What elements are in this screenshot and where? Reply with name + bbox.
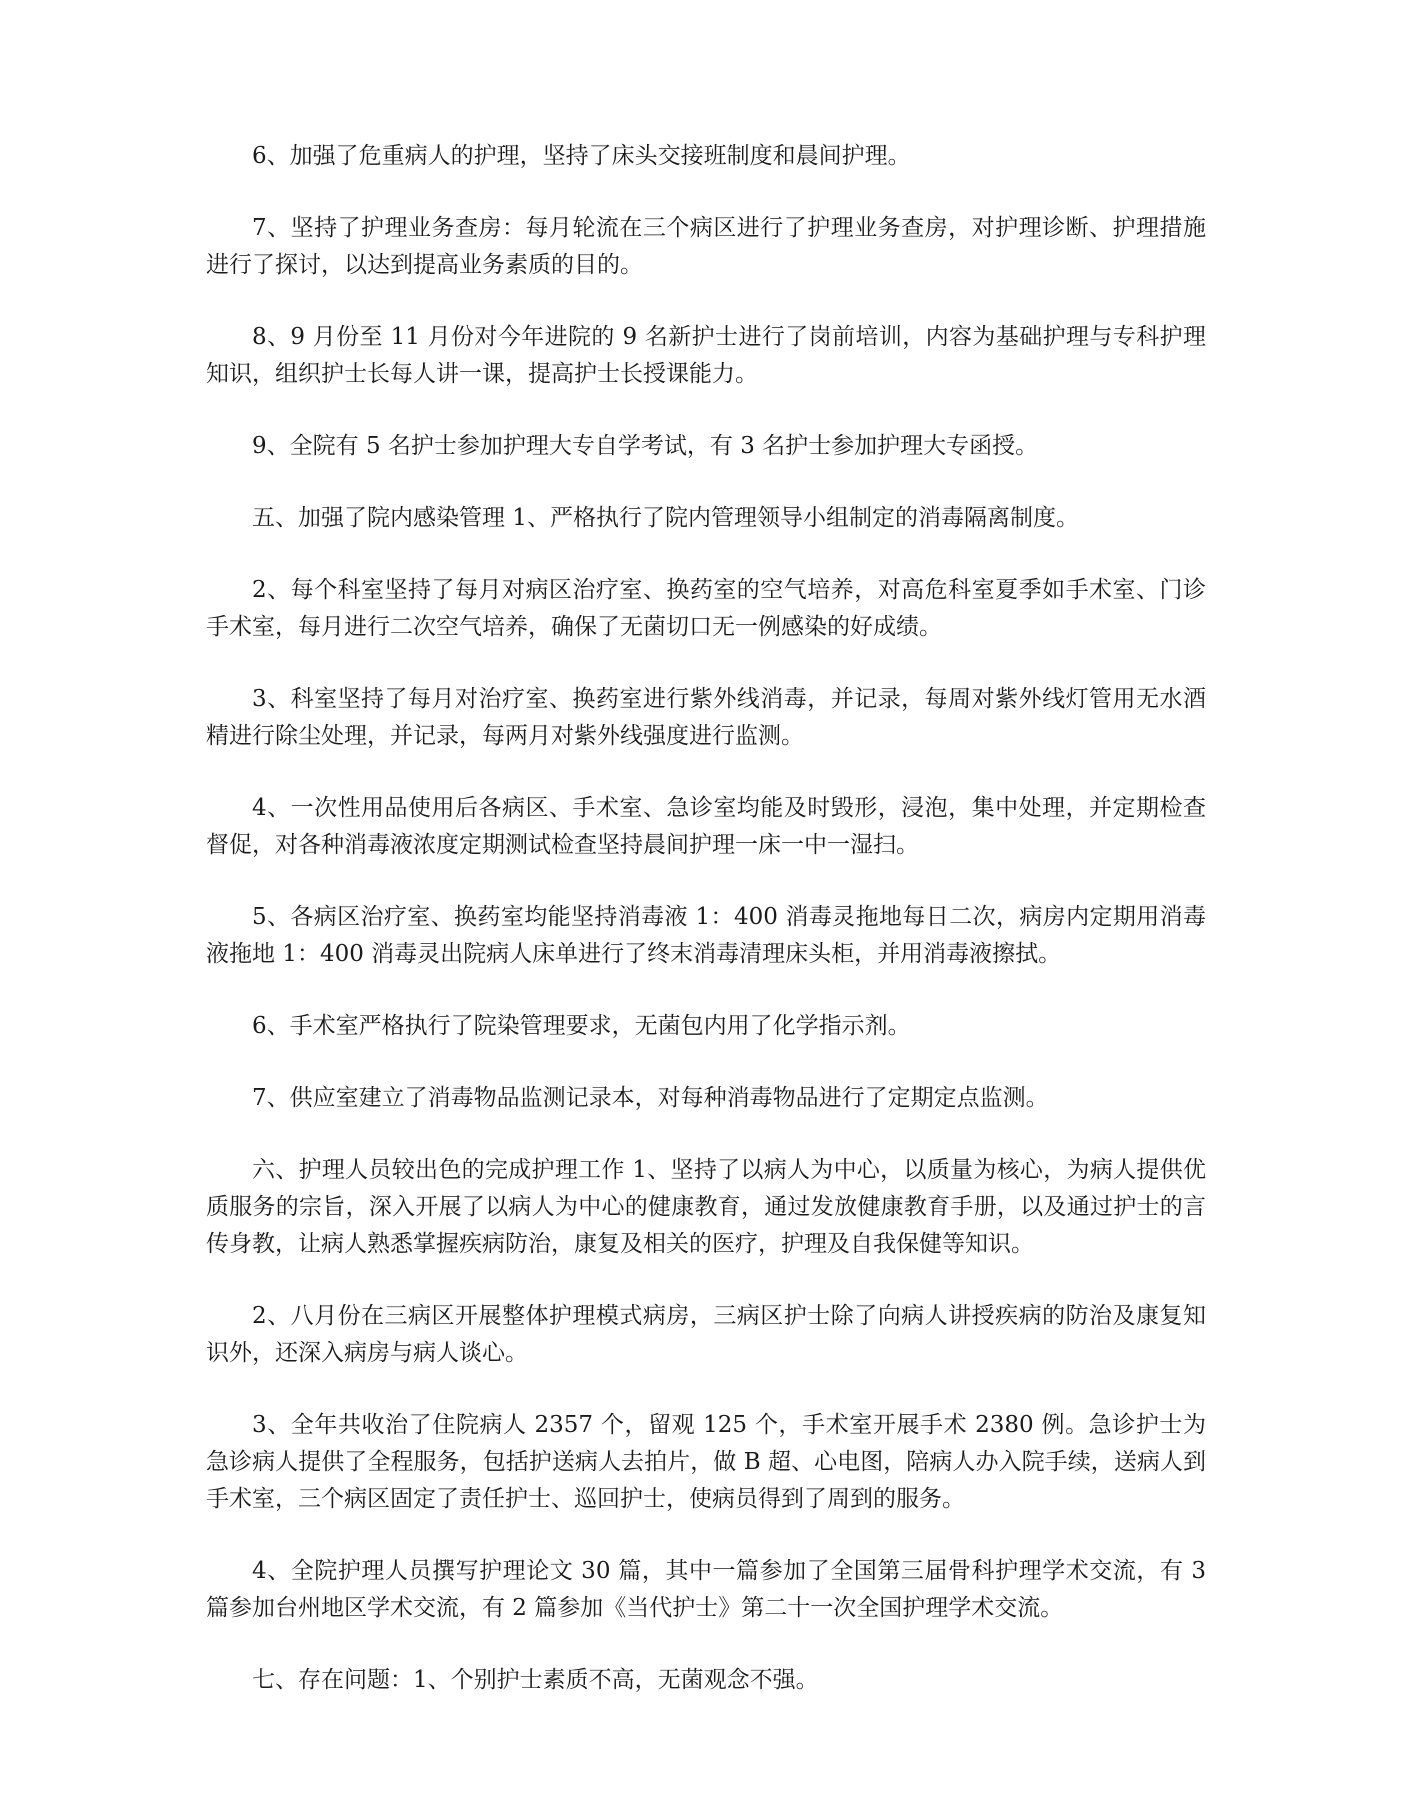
paragraph-item-4-disposables: 4、一次性用品使用后各病区、手术室、急诊室均能及时毁形，浸泡，集中处理，并定期检查督促，对各种消毒液浓度定期测试检查坚持晨间护理一床一中一湿扫。 bbox=[206, 795, 1206, 858]
paragraph-item-7-supply-room: 7、供应室建立了消毒物品监测记录本，对每种消毒物品进行了定期定点监测。 bbox=[252, 1085, 1049, 1111]
paragraph-item-4-papers: 4、全院护理人员撰写护理论文 30 篇，其中一篇参加了全国第三届骨科护理学术交流，有 3 篇参加台州地区学术交流，有 2 篇参加《当代护士》第二十一次全国护理学术交流。 bbox=[206, 1558, 1206, 1621]
document-body bbox=[206, 138, 1206, 1734]
paragraph-item-2-holistic-care: 2、八月份在三病区开展整体护理模式病房，三病区护士除了向病人讲授疾病的防治及康复知识外，还深入病房与病人谈心。 bbox=[206, 1303, 1206, 1366]
paragraph-item-7-ward-rounds: 7、坚持了护理业务查房：每月轮流在三个病区进行了护理业务查房，对护理诊断、护理措施进行了探讨，以达到提高业务素质的目的。 bbox=[206, 215, 1206, 278]
paragraph-item-9-exams: 9、全院有 5 名护士参加护理大专自学考试，有 3 名护士参加护理大专函授。 bbox=[252, 433, 1039, 459]
paragraph-item-5-disinfectant: 5、各病区治疗室、换药室均能坚持消毒液 1：400 消毒灵拖地每日二次，病房内定期用消毒液拖地 1：400 消毒灵出院病人床单进行了终末消毒清理床头柜，并用消毒液擦拭。 bbox=[206, 904, 1206, 967]
paragraph-item-6-critical-care: 6、加强了危重病人的护理，坚持了床头交接班制度和晨间护理。 bbox=[252, 143, 911, 169]
paragraph-section-6-nursing-work: 六、护理人员较出色的完成护理工作 1、坚持了以病人为中心，以质量为核心，为病人提供优质服务的宗旨，深入开展了以病人为中心的健康教育，通过发放健康教育手册，以及通过护士的言传身教，让病人熟悉掌握疾病防治，康复及相关的医疗，护理及自我保健等知识。 bbox=[206, 1157, 1206, 1257]
paragraph-item-6-operating-room: 6、手术室严格执行了院染管理要求，无菌包内用了化学指示剂。 bbox=[252, 1013, 911, 1039]
paragraph-item-3-annual-stats: 3、全年共收治了住院病人 2357 个，留观 125 个，手术室开展手术 2380 例。急诊护士为急诊病人提供了全程服务，包括护送病人去拍片，做 B 超、心电图，陪病人办入院手续，送病人到手术室，三个病区固定了责任护士、巡回护士，使病员得到了周到的服务。 bbox=[206, 1412, 1206, 1512]
paragraph-item-3-uv-disinfection: 3、科室坚持了每月对治疗室、换药室进行紫外线消毒，并记录，每周对紫外线灯管用无水酒精进行除尘处理，并记录，每两月对紫外线强度进行监测。 bbox=[206, 686, 1206, 749]
paragraph-section-5-infection-control: 五、加强了院内感染管理 1、严格执行了院内管理领导小组制定的消毒隔离制度。 bbox=[252, 505, 1079, 531]
paragraph-item-2-air-culture: 2、每个科室坚持了每月对病区治疗室、换药室的空气培养，对高危科室夏季如手术室、门诊手术室，每月进行二次空气培养，确保了无菌切口无一例感染的好成绩。 bbox=[206, 577, 1206, 640]
paragraph-item-8-training: 8、9 月份至 11 月份对今年进院的 9 名新护士进行了岗前培训，内容为基础护理与专科护理知识，组织护士长每人讲一课，提高护士长授课能力。 bbox=[206, 324, 1206, 387]
paragraph-section-7-problems: 七、存在问题：1、个别护士素质不高，无菌观念不强。 bbox=[252, 1667, 819, 1693]
